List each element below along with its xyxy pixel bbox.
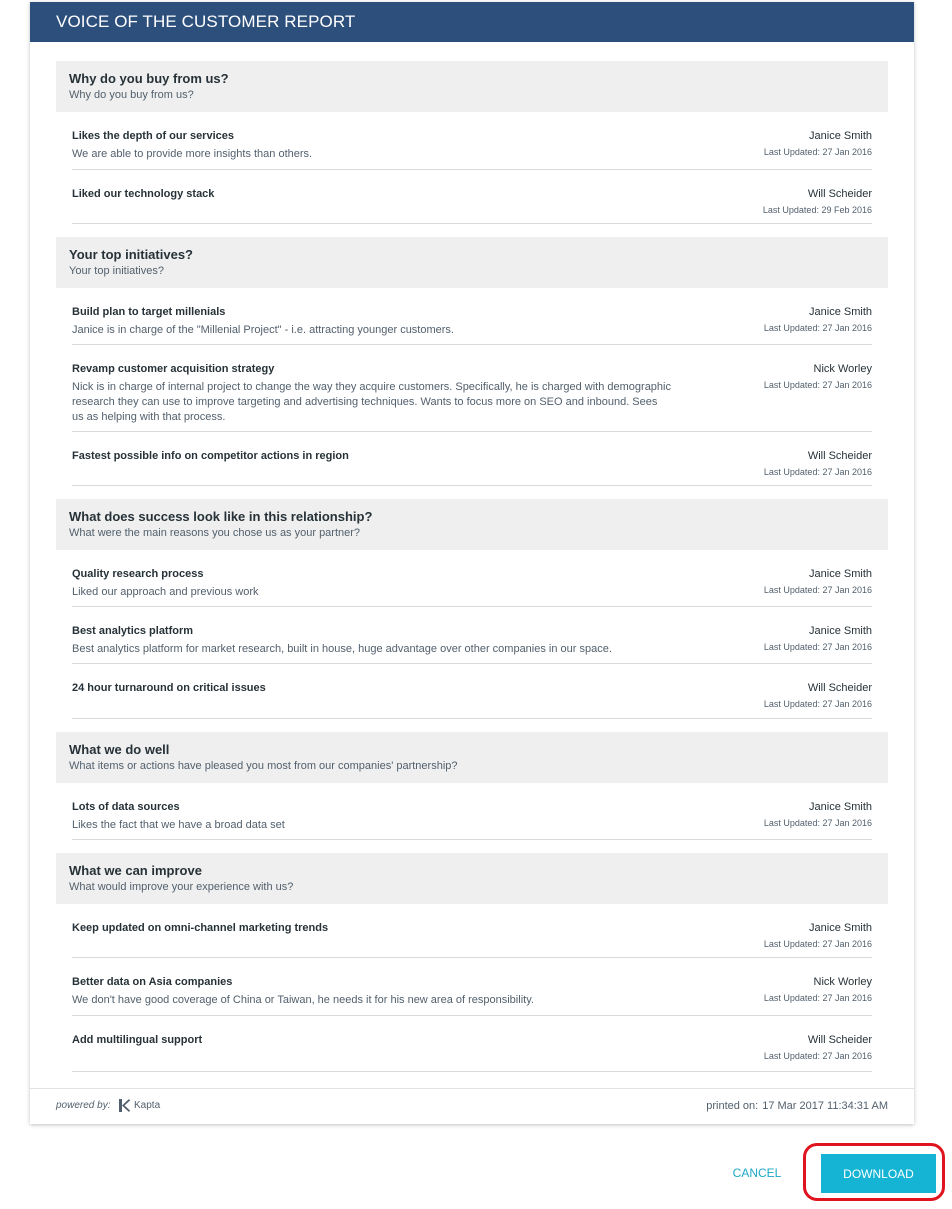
entry-description: We are able to provide more insights than others.	[72, 148, 313, 160]
section-subtitle: Your top initiatives?	[69, 265, 164, 277]
cancel-button[interactable]: CANCEL	[720, 1156, 794, 1190]
entry-author: Janice Smith	[809, 306, 872, 318]
entry-last-updated: Last Updated: 27 Jan 2016	[763, 642, 872, 652]
entry-last-updated: Last Updated: 27 Jan 2016	[763, 818, 872, 828]
section-header	[56, 499, 888, 550]
brand-name: Kapta	[134, 1100, 161, 1111]
section-header	[56, 237, 888, 288]
entry-description: Nick is in charge of internal project to change the way they acquire customers. Specifically, he is charged with demographic research they can use to improve targeting and advertising techniques. Wants to focus more on SEO and inbound. Sees us as helping with that process.	[72, 381, 671, 423]
section-subtitle: What were the main reasons you chose us as your partner?	[69, 527, 361, 539]
entry-row	[72, 550, 872, 607]
section-title: Why do you buy from us?	[69, 71, 229, 86]
entry-description: Best analytics platform for market research, built in house, huge advantage over other companies in our space.	[72, 643, 612, 655]
entry-last-updated: Last Updated: 27 Jan 2016	[763, 467, 872, 477]
section-what-we-can-improve	[56, 853, 888, 1072]
section-what-we-do-well	[56, 732, 888, 853]
printed-on-label: printed on:	[706, 1100, 759, 1112]
entry-last-updated: Last Updated: 27 Jan 2016	[763, 585, 872, 595]
entry-last-updated: Last Updated: 27 Jan 2016	[763, 699, 872, 709]
section-title: Your top initiatives?	[69, 247, 193, 262]
section-subtitle: What items or actions have pleased you most from our companies' partnership?	[69, 760, 458, 772]
entry-title: Keep updated on omni-channel marketing trends	[72, 922, 329, 934]
entry-last-updated: Last Updated: 27 Jan 2016	[763, 323, 872, 333]
section-title: What we do well	[69, 742, 170, 757]
entry-author: Janice Smith	[809, 568, 872, 580]
report-footer	[30, 1088, 914, 1124]
entry-author: Nick Worley	[813, 976, 872, 988]
entry-last-updated: Last Updated: 27 Jan 2016	[763, 993, 872, 1003]
entry-description: Likes the fact that we have a broad data set	[72, 819, 285, 831]
entry-author: Nick Worley	[813, 363, 872, 375]
report-body	[56, 61, 888, 1072]
section-header	[56, 853, 888, 904]
entry-title: 24 hour turnaround on critical issues	[72, 682, 266, 694]
section-why-buy	[56, 61, 888, 237]
entry-author: Will Scheider	[807, 188, 872, 200]
entry-row	[72, 170, 872, 224]
entry-description: Janice is in charge of the "Millenial Project" - i.e. attracting younger customers.	[72, 324, 454, 336]
entry-title: Add multilingual support	[72, 1034, 203, 1046]
kapta-logo	[119, 1099, 160, 1112]
entry-last-updated: Last Updated: 27 Jan 2016	[763, 939, 872, 949]
entry-title: Liked our technology stack	[72, 188, 215, 200]
report-title: VOICE OF THE CUSTOMER REPORT	[30, 2, 914, 42]
entry-description: We don't have good coverage of China or Taiwan, he needs it for his new area of responsibility.	[72, 994, 534, 1006]
entry-row	[72, 112, 872, 170]
report-dialog	[30, 2, 914, 1124]
entry-title: Better data on Asia companies	[72, 976, 233, 988]
entry-row	[72, 288, 872, 345]
section-subtitle: What would improve your experience with us?	[69, 881, 294, 893]
entry-author: Will Scheider	[807, 1034, 872, 1046]
kapta-logo-icon	[119, 1099, 130, 1112]
entry-row	[72, 783, 872, 840]
section-header	[56, 732, 888, 783]
entry-row	[72, 1016, 872, 1072]
entry-row	[72, 664, 872, 719]
entry-author: Will Scheider	[807, 450, 872, 462]
section-header	[56, 61, 888, 112]
section-title: What we can improve	[69, 863, 202, 878]
entry-row	[72, 607, 872, 664]
section-success	[56, 499, 888, 732]
entry-last-updated: Last Updated: 29 Feb 2016	[762, 205, 872, 215]
download-button[interactable]: DOWNLOAD	[821, 1154, 936, 1193]
printed-on-value: 17 Mar 2017 11:34:31 AM	[762, 1100, 888, 1112]
entry-author: Janice Smith	[809, 801, 872, 813]
entry-title: Build plan to target millenials	[72, 306, 226, 318]
entry-author: Will Scheider	[807, 682, 872, 694]
entry-last-updated: Last Updated: 27 Jan 2016	[763, 1051, 872, 1061]
entry-row	[72, 904, 872, 958]
section-top-initiatives	[56, 237, 888, 499]
entry-author: Janice Smith	[809, 625, 872, 637]
section-subtitle: Why do you buy from us?	[69, 89, 194, 101]
entry-last-updated: Last Updated: 27 Jan 2016	[763, 380, 872, 390]
entry-title: Fastest possible info on competitor actions in region	[72, 450, 349, 462]
powered-by-label: powered by:	[56, 1100, 111, 1111]
section-title: What does success look like in this relationship?	[69, 509, 373, 524]
entry-last-updated: Last Updated: 27 Jan 2016	[763, 147, 872, 157]
entry-row	[72, 345, 872, 432]
entry-author: Janice Smith	[809, 922, 872, 934]
entry-row	[72, 432, 872, 486]
entry-description: Liked our approach and previous work	[72, 586, 259, 598]
entry-author: Janice Smith	[809, 130, 872, 142]
entry-row	[72, 958, 872, 1016]
entry-title: Lots of data sources	[72, 801, 180, 813]
entry-title: Revamp customer acquisition strategy	[72, 363, 275, 375]
entry-title: Quality research process	[72, 568, 204, 580]
printed-on	[706, 1100, 888, 1112]
entry-title: Likes the depth of our services	[72, 130, 234, 142]
entry-title: Best analytics platform	[72, 625, 194, 637]
